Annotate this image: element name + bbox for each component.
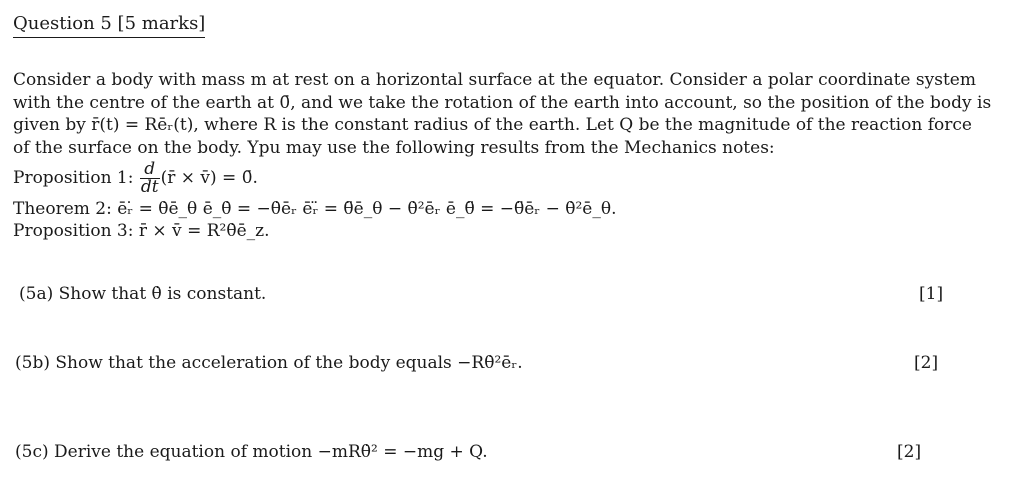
proposition-1 (13, 158, 616, 198)
part-5c-marks: [2] (897, 442, 922, 462)
part-5c: (5c) Derive the equation of motion −mRθ̇² = −mg + Q. (15, 442, 488, 462)
part-5b-marks: [2] (914, 353, 939, 373)
proposition-1-expression: (r̄ × v̄) = 0̄. (160, 168, 258, 188)
theorem-2: Theorem 2: ēᵣ̇ = θ̇ē_θ ē_θ̇ = −θ̇ēᵣ ēᵣ̈ = θ̈ē_θ − θ̇²ēᵣ ē_θ̈ = −θ̈ēᵣ − θ̇²ē_θ. (13, 199, 617, 219)
intro-line: with the centre of the earth at 0̄, and we take the rotation of the earth into account, so the position of the body is (13, 92, 992, 113)
part-5b: (5b) Show that the acceleration of the body equals −Rθ̇²ēᵣ. (15, 353, 523, 373)
question-heading: Question 5 [5 marks] (13, 12, 205, 38)
part-5a-marks: [1] (919, 284, 944, 304)
fraction-numerator: d (140, 161, 160, 179)
intro-line: of the surface on the body. Ypu may use the following results from the Mechanics notes: (13, 137, 775, 158)
intro-line: Consider a body with mass m at rest on a horizontal surface at the equator. Consider a polar coordinate system (13, 70, 976, 90)
proposition-3: Proposition 3: r̄ × v̄ = R²θ̇ē_z. (13, 221, 270, 241)
intro-line: given by r̄(t) = Rēᵣ(t), where R is the constant radius of the earth. Let Q be the magnitude of the reaction force (13, 115, 972, 135)
derivative-fraction (140, 161, 160, 196)
results-list (13, 158, 616, 242)
part-5a: (5a) Show that θ̇ is constant. (19, 284, 267, 304)
fraction-denominator: dt (140, 177, 159, 197)
intro-paragraph (13, 69, 992, 159)
proposition-1-label: Proposition 1: (13, 168, 134, 188)
